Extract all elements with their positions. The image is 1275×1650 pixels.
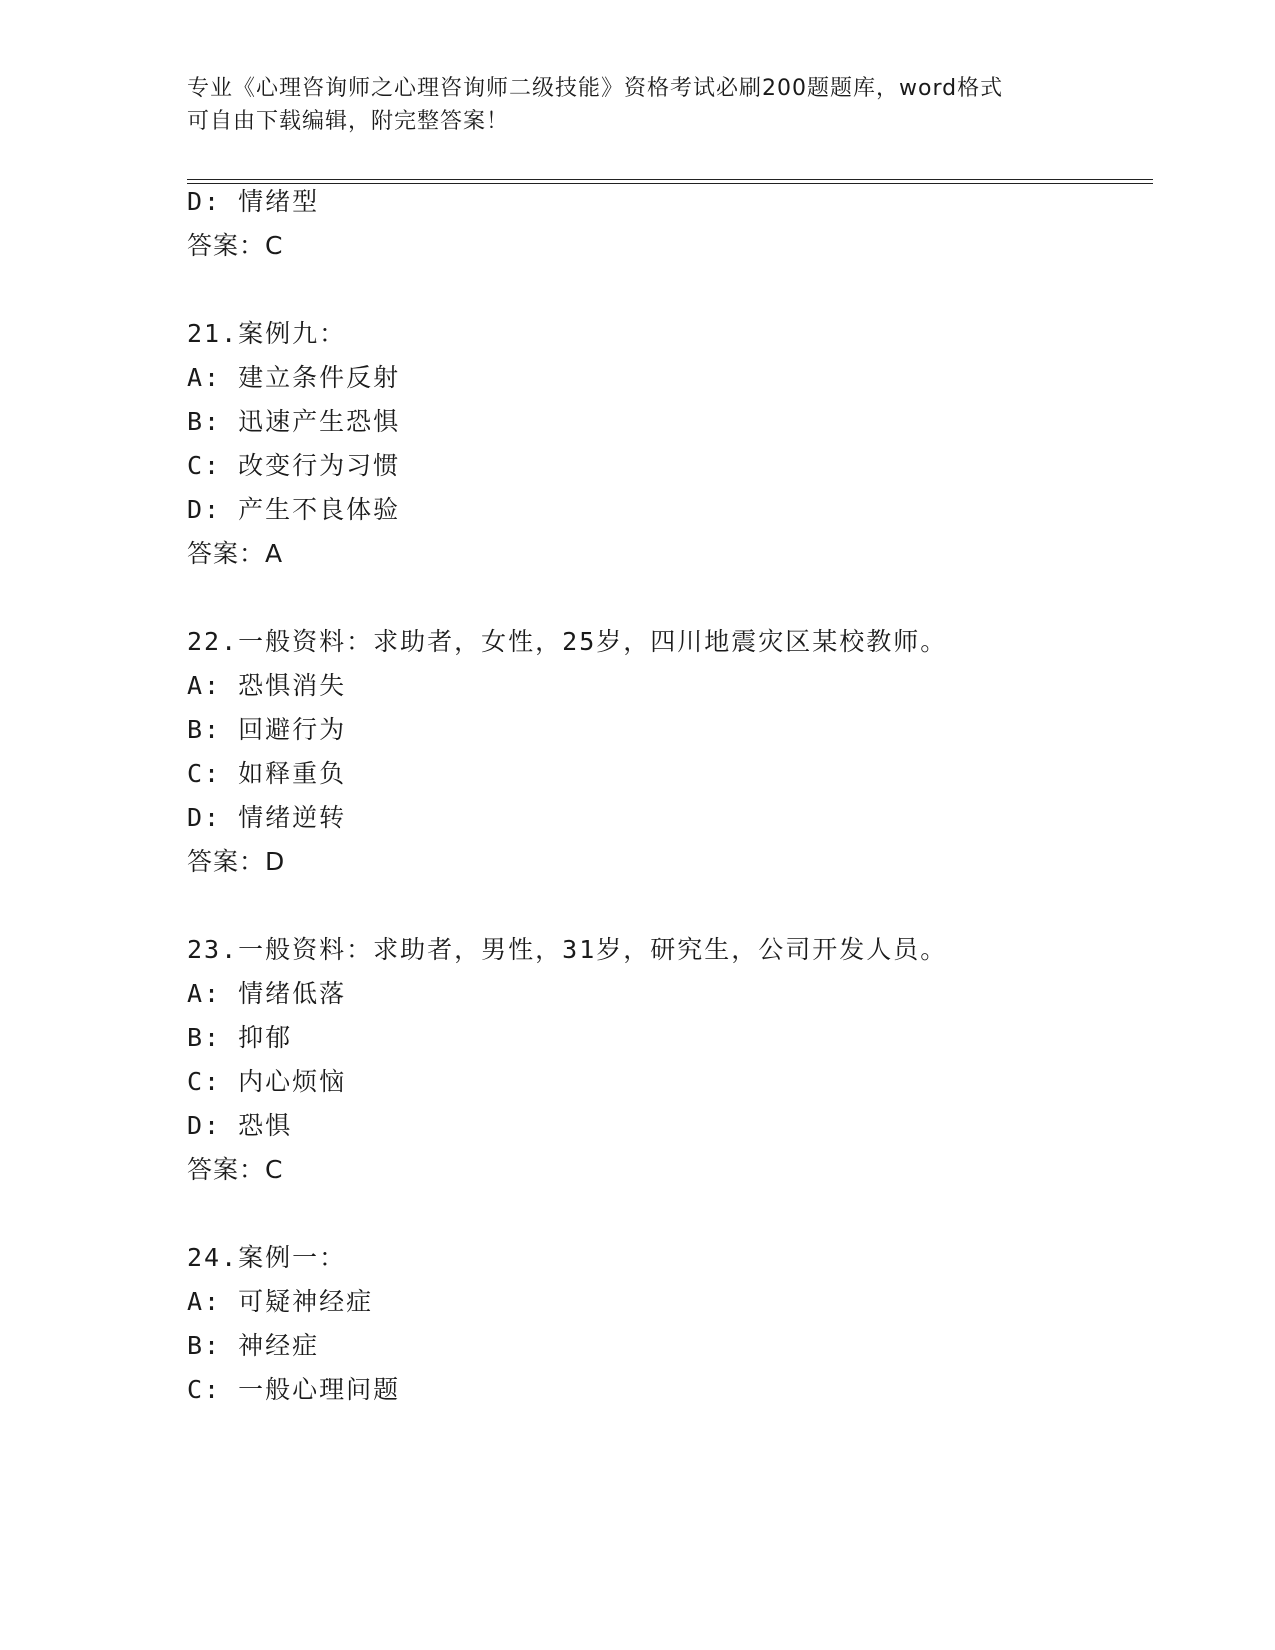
option-a-q24: A: 可疑神经症: [187, 1287, 374, 1316]
option-b-q23: B: 抑郁: [187, 1023, 293, 1052]
question-22: 22.一般资料：求助者，女性，25岁，四川地震灾区某校教师。: [187, 627, 948, 656]
answer-q22: 答案：D: [187, 847, 286, 876]
option-a-q21: A: 建立条件反射: [187, 363, 401, 392]
option-a-q23: A: 情绪低落: [187, 979, 347, 1008]
option-d-q20: D: 情绪型: [187, 187, 320, 216]
option-c-q22: C: 如释重负: [187, 759, 347, 788]
answer-q20: 答案：C: [187, 231, 284, 260]
question-24: 24.案例一：: [187, 1243, 347, 1272]
question-23: 23.一般资料：求助者，男性，31岁，研究生，公司开发人员。: [187, 935, 948, 964]
option-b-q21: B: 迅速产生恐惧: [187, 407, 401, 436]
option-d-q21: D: 产生不良体验: [187, 495, 401, 524]
option-b-q22: B: 回避行为: [187, 715, 347, 744]
answer-q23: 答案：C: [187, 1155, 284, 1184]
option-a-q22: A: 恐惧消失: [187, 671, 347, 700]
document-header: [187, 72, 1067, 138]
header-divider: [187, 179, 1153, 184]
option-d-q23: D: 恐惧: [187, 1111, 293, 1140]
answer-q21: 答案：A: [187, 539, 284, 568]
option-d-q22: D: 情绪逆转: [187, 803, 347, 832]
option-c-q23: C: 内心烦恼: [187, 1067, 347, 1096]
option-c-q24: C: 一般心理问题: [187, 1375, 401, 1404]
header-title-line-2: 可自由下载编辑，附完整答案！: [187, 109, 510, 134]
question-21: 21.案例九：: [187, 319, 347, 348]
option-c-q21: C: 改变行为习惯: [187, 451, 401, 480]
header-title-line-1: 专业《心理咨询师之心理咨询师二级技能》资格考试必刷200题题库，word格式: [187, 76, 1004, 101]
option-b-q24: B: 神经症: [187, 1331, 320, 1360]
